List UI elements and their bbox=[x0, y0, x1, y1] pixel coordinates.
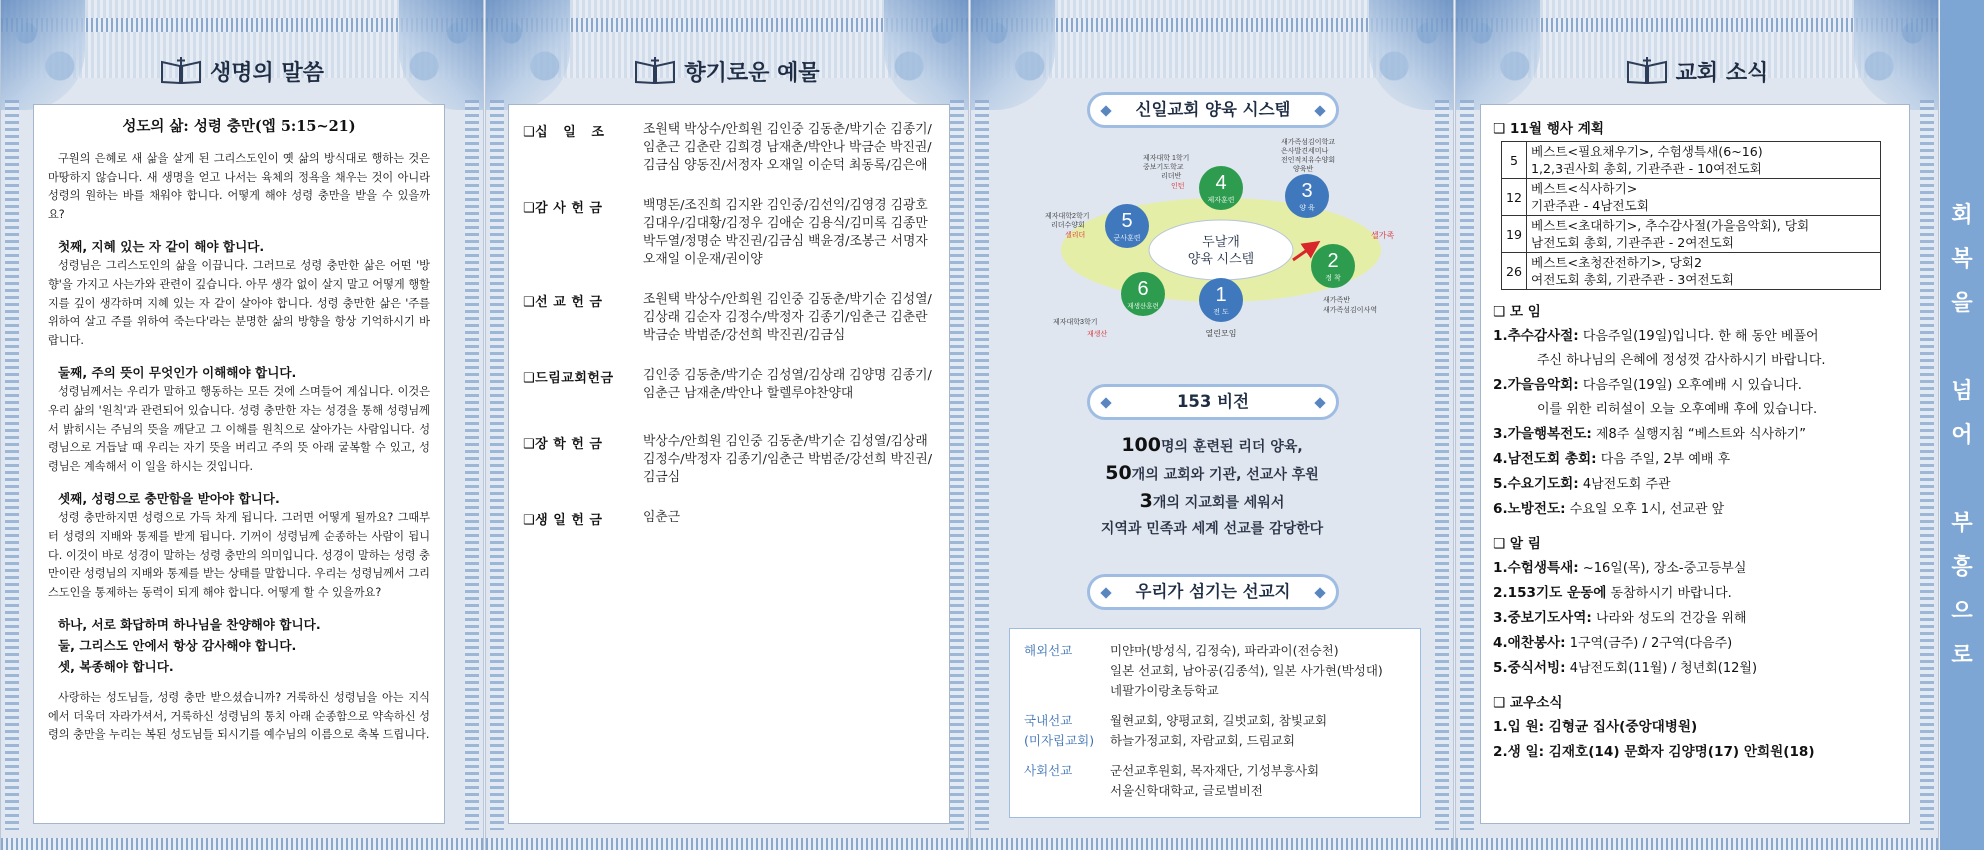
mission-line: 월현교회, 양평교회, 길벗교회, 참빛교회 bbox=[1110, 713, 1328, 728]
point-body: 성령 충만하지면 성령으로 가득 차게 됩니다. 그러면 어떻게 될까요? 그때부터 성령의 지배와 통제를 받게 됩니다. 기꺼이 성령님께 순종하는 사람이 됩니다. 이것이 바로 성경이 말하는 성령 충만의 의미입니다. 성경이 말하는 성령 충만이란 성령님의 지배와 통제를 받는 상태를 말합니다. 우리는 성령님께서 그리스도인을 통제하는 동력이 되게 해야 합니다. 어떻게 할 수 있을까요? bbox=[48, 511, 430, 599]
panel-heading bbox=[486, 56, 968, 96]
mission-row bbox=[1024, 641, 1406, 701]
list-item: 4.애찬봉사: 1구역(금주) / 2구역(다음주) bbox=[1493, 635, 1733, 651]
svg-text:리더반: 리더반 bbox=[1161, 173, 1182, 180]
slogan-text: 회 복 을 넘 어 부 흥 으 로 bbox=[1951, 203, 1973, 668]
vision-text: 명의 훈련된 리더 양육, bbox=[1161, 439, 1303, 455]
offering-row bbox=[523, 433, 935, 487]
heading-text: 교회 소식 bbox=[1675, 61, 1769, 86]
panel-heading bbox=[1456, 56, 1938, 96]
sermon-intro: 구원의 은혜로 새 삶을 살게 된 그리스도인이 옛 삶의 방식대로 행하는 것은 마땅하지 않습니다. 새 생명을 얻고 나서는 육체의 정욕을 채우는 것이 아니라 성령의 원하는 바를 채워야 합니다. 어떻게 해야 성령 충만을 받을 수 있을까요? bbox=[48, 152, 430, 221]
list-item: 5.수요기도회: 4남전도회 주관 bbox=[1493, 476, 1671, 492]
ornament-bottom bbox=[1456, 838, 1938, 850]
center-label: 양육 시스템 bbox=[1187, 251, 1255, 266]
mission-line: 미얀마(방성식, 김정숙), 파라과이(전승천) bbox=[1110, 643, 1339, 658]
section-title: ❑ 모 임 bbox=[1493, 304, 1541, 320]
table-row bbox=[1502, 253, 1881, 290]
center-label: 두날개 bbox=[1202, 234, 1240, 249]
news-box bbox=[1480, 104, 1910, 824]
sub-point: 셋, 복종해야 합니다. bbox=[58, 659, 174, 675]
list-item: 5.중식서빙: 4남전도회(11월) / 청년회(12월) bbox=[1493, 660, 1758, 676]
offering-label: ❑선 교 헌 금 bbox=[523, 295, 603, 310]
list-item: 2.생 일: 김재호(14) 문화자 김양명(17) 안희원(18) bbox=[1493, 744, 1815, 760]
mission-category: 국내선교 (미자립교회) bbox=[1024, 713, 1095, 748]
offering-names: 조원택 박상수/안희원 김인중 김동춘/박기순 김종기/임춘근 김춘란 김희경 남재춘/박안나 박금순 박진권/김금심 양동진/서정자 오재일 이순덕 최동록/김은애 bbox=[643, 122, 932, 173]
missions-box bbox=[1009, 628, 1421, 818]
sub-point: 하나, 서로 화답하며 하나님을 찬양해야 합니다. bbox=[58, 617, 321, 633]
svg-text:제자대학 1학기: 제자대학 1학기 bbox=[1143, 155, 1190, 162]
section-pill: 신일교회 양육 시스템 bbox=[1087, 92, 1339, 128]
svg-text:재생산: 재생산 bbox=[1087, 331, 1108, 338]
panel-heading bbox=[1, 56, 483, 96]
ornament-bottom bbox=[486, 838, 968, 850]
event-day: 19 bbox=[1502, 216, 1527, 253]
point-body: 성령님께서는 우리가 말하고 행동하는 모든 것에 스며들어 계십니다. 이것은 우리 삶의 '원칙'과 관련되어 있습니다. 성령 충만한 자는 성경을 통해 성령님께서 밝히시는 주님의 뜻을 깨닫고 그 이해를 원칙으로 살아가는 사람입니다. 성령님으로 거듭날 때 우리는 자기 뜻을 버리고 주의 뜻 아래 굴복할 수 있고, 성령님은 계속해서 이 일을 하시는 것입니다. bbox=[48, 385, 430, 473]
bible-cross-icon bbox=[160, 56, 202, 84]
svg-text:리더수양회: 리더수양회 bbox=[1051, 222, 1085, 229]
bible-cross-icon bbox=[1626, 56, 1668, 84]
vision-text: 개의 지교회를 세워서 bbox=[1152, 495, 1285, 511]
svg-text:중보기도학교: 중보기도학교 bbox=[1143, 164, 1184, 171]
event-line: 기관주관 - 4남전도회 bbox=[1531, 198, 1649, 213]
svg-text:인턴: 인턴 bbox=[1171, 183, 1185, 190]
table-row bbox=[1502, 216, 1881, 253]
svg-text:새가족섬김이학교: 새가족섬김이학교 bbox=[1281, 139, 1336, 146]
list-item-cont: 이를 위한 리허설이 오늘 오후예배 후에 있습니다. bbox=[1537, 402, 1818, 417]
mission-row bbox=[1024, 761, 1406, 801]
section-title: ❑ 알 림 bbox=[1493, 536, 1541, 552]
offering-row bbox=[523, 367, 935, 403]
list-item: 3.중보기도사역: 나라와 성도의 건강을 위해 bbox=[1493, 610, 1747, 626]
offering-row bbox=[523, 291, 935, 345]
svg-text:셀가족: 셀가족 bbox=[1371, 231, 1395, 240]
mission-line: 네팔가이랑초등학교 bbox=[1110, 683, 1219, 698]
offering-label: ❑십 일 조 bbox=[523, 125, 605, 140]
table-row bbox=[1502, 142, 1881, 179]
list-item: 2.153기도 운동에 동참하시기 바랍니다. bbox=[1493, 585, 1732, 601]
side-ornament bbox=[1920, 100, 1934, 830]
side-ornament bbox=[465, 100, 479, 830]
sermon-box bbox=[33, 104, 445, 824]
list-item: 1.추수감사절: 다음주일(19일)입니다. 한 해 동안 베풀어 bbox=[1493, 328, 1819, 344]
vision-statement bbox=[971, 432, 1453, 542]
event-line: 베스트<초청잔전하기>, 당회2 bbox=[1531, 255, 1702, 270]
offering-names: 임춘근 bbox=[643, 510, 681, 525]
sermon-closing: 사랑하는 성도님들, 성령 충만 받으셨습니까? 거룩하신 성령님을 아는 지식에서 더욱더 자라가셔서, 거룩하신 성령님의 통치 아래 순종함으로 약속하신 성령의 충만을 누리는 복된 성도님들 되시기를 예수님의 이름으로 축복 드립니다. bbox=[48, 691, 430, 742]
list-item-cont: 주신 하나님의 은혜에 정성껏 감사하시기 바랍니다. bbox=[1537, 353, 1826, 368]
section-pill: 우리가 섬기는 선교지 bbox=[1087, 574, 1339, 610]
point-title: 첫째, 지혜 있는 자 같이 해야 합니다. bbox=[58, 239, 265, 255]
event-line: 1,2,3권사회 총회, 기관주관 - 10여전도회 bbox=[1531, 161, 1762, 176]
event-day: 12 bbox=[1502, 179, 1527, 216]
event-day: 5 bbox=[1502, 142, 1527, 179]
offering-label: ❑감 사 헌 금 bbox=[523, 201, 603, 216]
offerings-box bbox=[508, 104, 950, 824]
vision-text: 지역과 민족과 세계 선교를 감당한다 bbox=[1100, 521, 1324, 537]
mission-line: 하늘가정교회, 자람교회, 드림교회 bbox=[1110, 733, 1295, 748]
point-title: 둘째, 주의 뜻이 무엇인가 이해해야 합니다. bbox=[58, 365, 297, 381]
event-line: 베스트<초대하기>, 추수감사절(가을음악회), 당회 bbox=[1531, 218, 1810, 233]
event-line: 남전도회 총회, 기관주관 - 2여전도회 bbox=[1531, 235, 1734, 250]
svg-text:군사훈련: 군사훈련 bbox=[1113, 235, 1141, 242]
svg-text:제자훈련: 제자훈련 bbox=[1207, 197, 1235, 204]
mission-line: 일본 선교회, 남아공(김종석), 일본 사가현(박성대) bbox=[1110, 663, 1383, 678]
discipleship-diagram bbox=[1031, 138, 1411, 348]
section-pill: 153 비전 bbox=[1087, 384, 1339, 420]
mission-category: 해외선교 bbox=[1024, 643, 1073, 658]
panel-offerings bbox=[485, 0, 969, 850]
offering-names: 박상수/안희원 김인중 김동춘/박기순 김성열/김상래 김정수/박정자 김종기/임춘근 박범준/강선희 박진권/김금심 bbox=[643, 434, 933, 485]
list-item: 1.수험생특새: ~16일(목), 장소-중고등부실 bbox=[1493, 560, 1747, 576]
svg-text:열린모임: 열린모임 bbox=[1205, 329, 1237, 338]
event-line: 베스트<필요채우기>, 수험생특새(6~16) bbox=[1531, 144, 1763, 159]
panel-vision bbox=[970, 0, 1454, 850]
list-item: 2.가을음악회: 다음주일(19일) 오후예배 시 있습니다. bbox=[1493, 377, 1802, 393]
svg-text:전 도: 전 도 bbox=[1213, 309, 1229, 316]
list-item: 3.가을행복전도: 제8주 실행지침 “베스트와 식사하기” bbox=[1493, 426, 1806, 442]
vision-number: 50 bbox=[1105, 462, 1132, 484]
point-body: 성령님은 그리스도인의 삶을 이끕니다. 그러므로 성령 충만한 삶은 어떤 '방향'을 가지고 사는가와 관련이 깊습니다. 아무 생각 없이 살지 말고 어떻게 행할지를 깊이 생각하며 지혜 있는 자 같이 살아야 합니다. 성령 충만한 삶은 '주를 위하여 살고 주를 위하여 죽는다'라는 분명한 삶의 방향을 항상 기억하시기 바랍니다. bbox=[48, 259, 430, 347]
offering-label: ❑장 학 헌 금 bbox=[523, 437, 603, 452]
step-node bbox=[1199, 278, 1243, 338]
offering-row bbox=[523, 197, 935, 269]
svg-text:새가족섬김이사역: 새가족섬김이사역 bbox=[1323, 307, 1378, 314]
sermon-title: 성도의 삶: 성령 충만(엡 5:15~21) bbox=[122, 118, 356, 135]
svg-text:양 육: 양 육 bbox=[1299, 205, 1315, 212]
list-item: 4.남전도회 총회: 다음 주일, 2부 예배 후 bbox=[1493, 451, 1731, 467]
svg-text:재생산훈련: 재생산훈련 bbox=[1127, 303, 1159, 310]
corner-ornament bbox=[971, 0, 1055, 110]
list-item: 6.노방전도: 수요일 오후 1시, 선교관 앞 bbox=[1493, 501, 1725, 517]
svg-text:6: 6 bbox=[1137, 278, 1149, 300]
step-node bbox=[1281, 138, 1335, 218]
side-ornament bbox=[5, 100, 19, 830]
side-ornament bbox=[1460, 100, 1474, 830]
svg-text:제자대학2학기: 제자대학2학기 bbox=[1045, 213, 1090, 220]
mission-line: 군선교후원회, 목자재단, 기성부흥사회 bbox=[1110, 763, 1320, 778]
mission-line: 서울신학대학교, 글로벌비전 bbox=[1110, 783, 1263, 798]
svg-text:5: 5 bbox=[1121, 210, 1133, 232]
svg-text:4: 4 bbox=[1215, 172, 1227, 194]
svg-text:은사발견세미나: 은사발견세미나 bbox=[1281, 148, 1329, 155]
mission-category: 사회선교 bbox=[1024, 763, 1073, 778]
offering-names: 조원택 박상수/안희원 김인중 김동춘/박기순 김성열/김상래 김순자 김정수/박정자 김종기/임춘근 김춘란 박금순 박범준/강선희 박진권/김금심 bbox=[643, 292, 932, 343]
offering-row bbox=[523, 509, 935, 528]
offering-row bbox=[523, 121, 935, 175]
section-title: ❑ 11월 행사 계획 bbox=[1493, 121, 1604, 137]
sub-point: 둘, 그리스도 안에서 항상 감사해야 합니다. bbox=[58, 638, 297, 654]
panel-word-of-life bbox=[0, 0, 484, 850]
side-ornament bbox=[950, 100, 964, 830]
svg-text:새가족반: 새가족반 bbox=[1323, 297, 1351, 304]
svg-text:제자대학3학기: 제자대학3학기 bbox=[1053, 319, 1098, 326]
event-line: 베스트<식사하기> bbox=[1531, 181, 1638, 196]
mission-row bbox=[1024, 711, 1406, 751]
panel-church-news bbox=[1455, 0, 1939, 850]
offering-label: ❑생 일 헌 금 bbox=[523, 513, 603, 528]
vision-number: 100 bbox=[1121, 434, 1161, 456]
svg-text:양육반: 양육반 bbox=[1293, 166, 1314, 173]
event-line: 여전도회 총회, 기관주관 - 3여전도회 bbox=[1531, 272, 1734, 287]
offering-names: 김인중 김동춘/박기순 김성열/김상래 김양명 김종기/임춘근 남재춘/박안나 할렐루야찬양대 bbox=[643, 368, 932, 401]
events-table bbox=[1501, 141, 1881, 290]
offering-names: 백명돈/조진희 김지완 김인중/김선익/김영경 김광호 김대우/김대황/김정우 김애순 김용식/김미록 김종만 박두열/정명순 박진권/김금심 백윤경/조봉근 서명자 오재일 이운재/권이양 bbox=[643, 198, 928, 267]
svg-text:전인적치유수양회: 전인적치유수양회 bbox=[1281, 157, 1336, 164]
heading-text: 생명의 말씀 bbox=[210, 61, 324, 86]
vision-number: 3 bbox=[1139, 490, 1153, 512]
svg-text:2: 2 bbox=[1327, 250, 1339, 272]
slogan-strip bbox=[1940, 0, 1984, 850]
list-item: 1.입 원: 김형균 집사(중앙대병원) bbox=[1493, 719, 1698, 735]
vision-text: 개의 교회와 기관, 선교사 후원 bbox=[1131, 467, 1319, 483]
svg-text:정 착: 정 착 bbox=[1325, 275, 1341, 282]
side-ornament bbox=[490, 100, 504, 830]
ornament-bottom bbox=[971, 838, 1453, 850]
ornament-bottom bbox=[1, 838, 483, 850]
svg-text:3: 3 bbox=[1301, 180, 1313, 202]
heading-text: 향기로운 예물 bbox=[684, 61, 820, 86]
event-day: 26 bbox=[1502, 253, 1527, 290]
svg-text:1: 1 bbox=[1215, 284, 1227, 306]
section-title: ❑ 교우소식 bbox=[1493, 695, 1563, 711]
corner-ornament bbox=[1369, 0, 1453, 110]
bible-cross-icon bbox=[634, 56, 676, 84]
table-row bbox=[1502, 179, 1881, 216]
point-title: 셋째, 성령으로 충만함을 받아야 합니다. bbox=[58, 491, 280, 507]
offering-label: ❑드림교회헌금 bbox=[523, 371, 614, 386]
svg-text:셀리더: 셀리더 bbox=[1065, 232, 1086, 239]
